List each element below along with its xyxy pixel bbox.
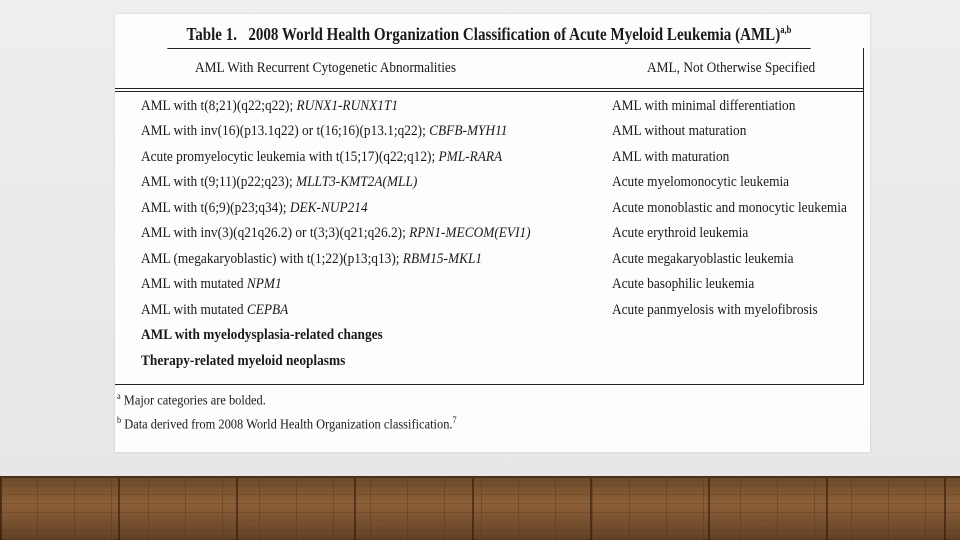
right-row: Acute monoblastic and monocytic leukemia [612, 200, 847, 216]
right-row: AML without maturation [612, 123, 747, 139]
right-row: Acute megakaryoblastic leukemia [612, 251, 794, 267]
right-row: AML with minimal differentiation [612, 98, 796, 114]
caption-footnote-marks: a,b [780, 25, 792, 36]
right-row: AML with maturation [612, 149, 730, 165]
left-row: Acute promyelocytic leukemia with t(15;17)(q22;q12); PML-RARA [141, 149, 503, 165]
left-row: AML with t(8;21)(q22;q22); RUNX1-RUNX1T1 [141, 98, 399, 114]
left-row: AML with t(6;9)(p23;q34); DEK-NUP214 [141, 200, 368, 216]
wood-floor-decoration [0, 478, 960, 540]
left-row: AML with t(9;11)(p22;q23); MLLT3-KMT2A(MLL) [141, 174, 418, 190]
column-header-nos: AML, Not Otherwise Specified [647, 60, 816, 76]
column-headers [115, 48, 863, 89]
left-row: AML with inv(3)(q21q26.2) or t(3;3)(q21;q26.2); RPN1-MECOM(EVI1) [141, 225, 531, 241]
right-row: Acute basophilic leukemia [612, 276, 755, 292]
right-row: Acute myelomonocytic leukemia [612, 174, 790, 190]
header-rule [115, 91, 863, 92]
footnote-b: $^b$ Data derived from 2008 World Health Organization classification.$^7$ [117, 415, 457, 432]
column-header-cytogenetic: AML With Recurrent Cytogenetic Abnormalities [195, 60, 457, 76]
footnote-a: $^a$ Major categories are bolded. [117, 391, 266, 408]
caption-title: 2008 World Health Organization Classification of Acute Myeloid Leukemia (AML) [248, 23, 781, 44]
left-row: AML (megakaryoblastic) with t(1;22)(p13;q13); RBM15-MKL1 [141, 251, 483, 267]
left-row-major: AML with myelodysplasia-related changes [141, 327, 383, 343]
table-frame [115, 48, 864, 385]
table-caption [167, 14, 810, 49]
left-row: AML with inv(16)(p13.1q22) or t(16;16)(p13.1;q22); CBFB-MYH11 [141, 123, 508, 139]
left-row-major: Therapy-related myeloid neoplasms [141, 353, 346, 369]
right-row: Acute erythroid leukemia [612, 225, 749, 241]
caption-prefix: Table 1. [186, 23, 238, 44]
left-row: AML with mutated NPM1 [141, 276, 282, 292]
right-row: Acute panmyelosis with myelofibrosis [612, 302, 818, 318]
left-row: AML with mutated CEPBA [141, 302, 289, 318]
table-image [115, 14, 870, 452]
